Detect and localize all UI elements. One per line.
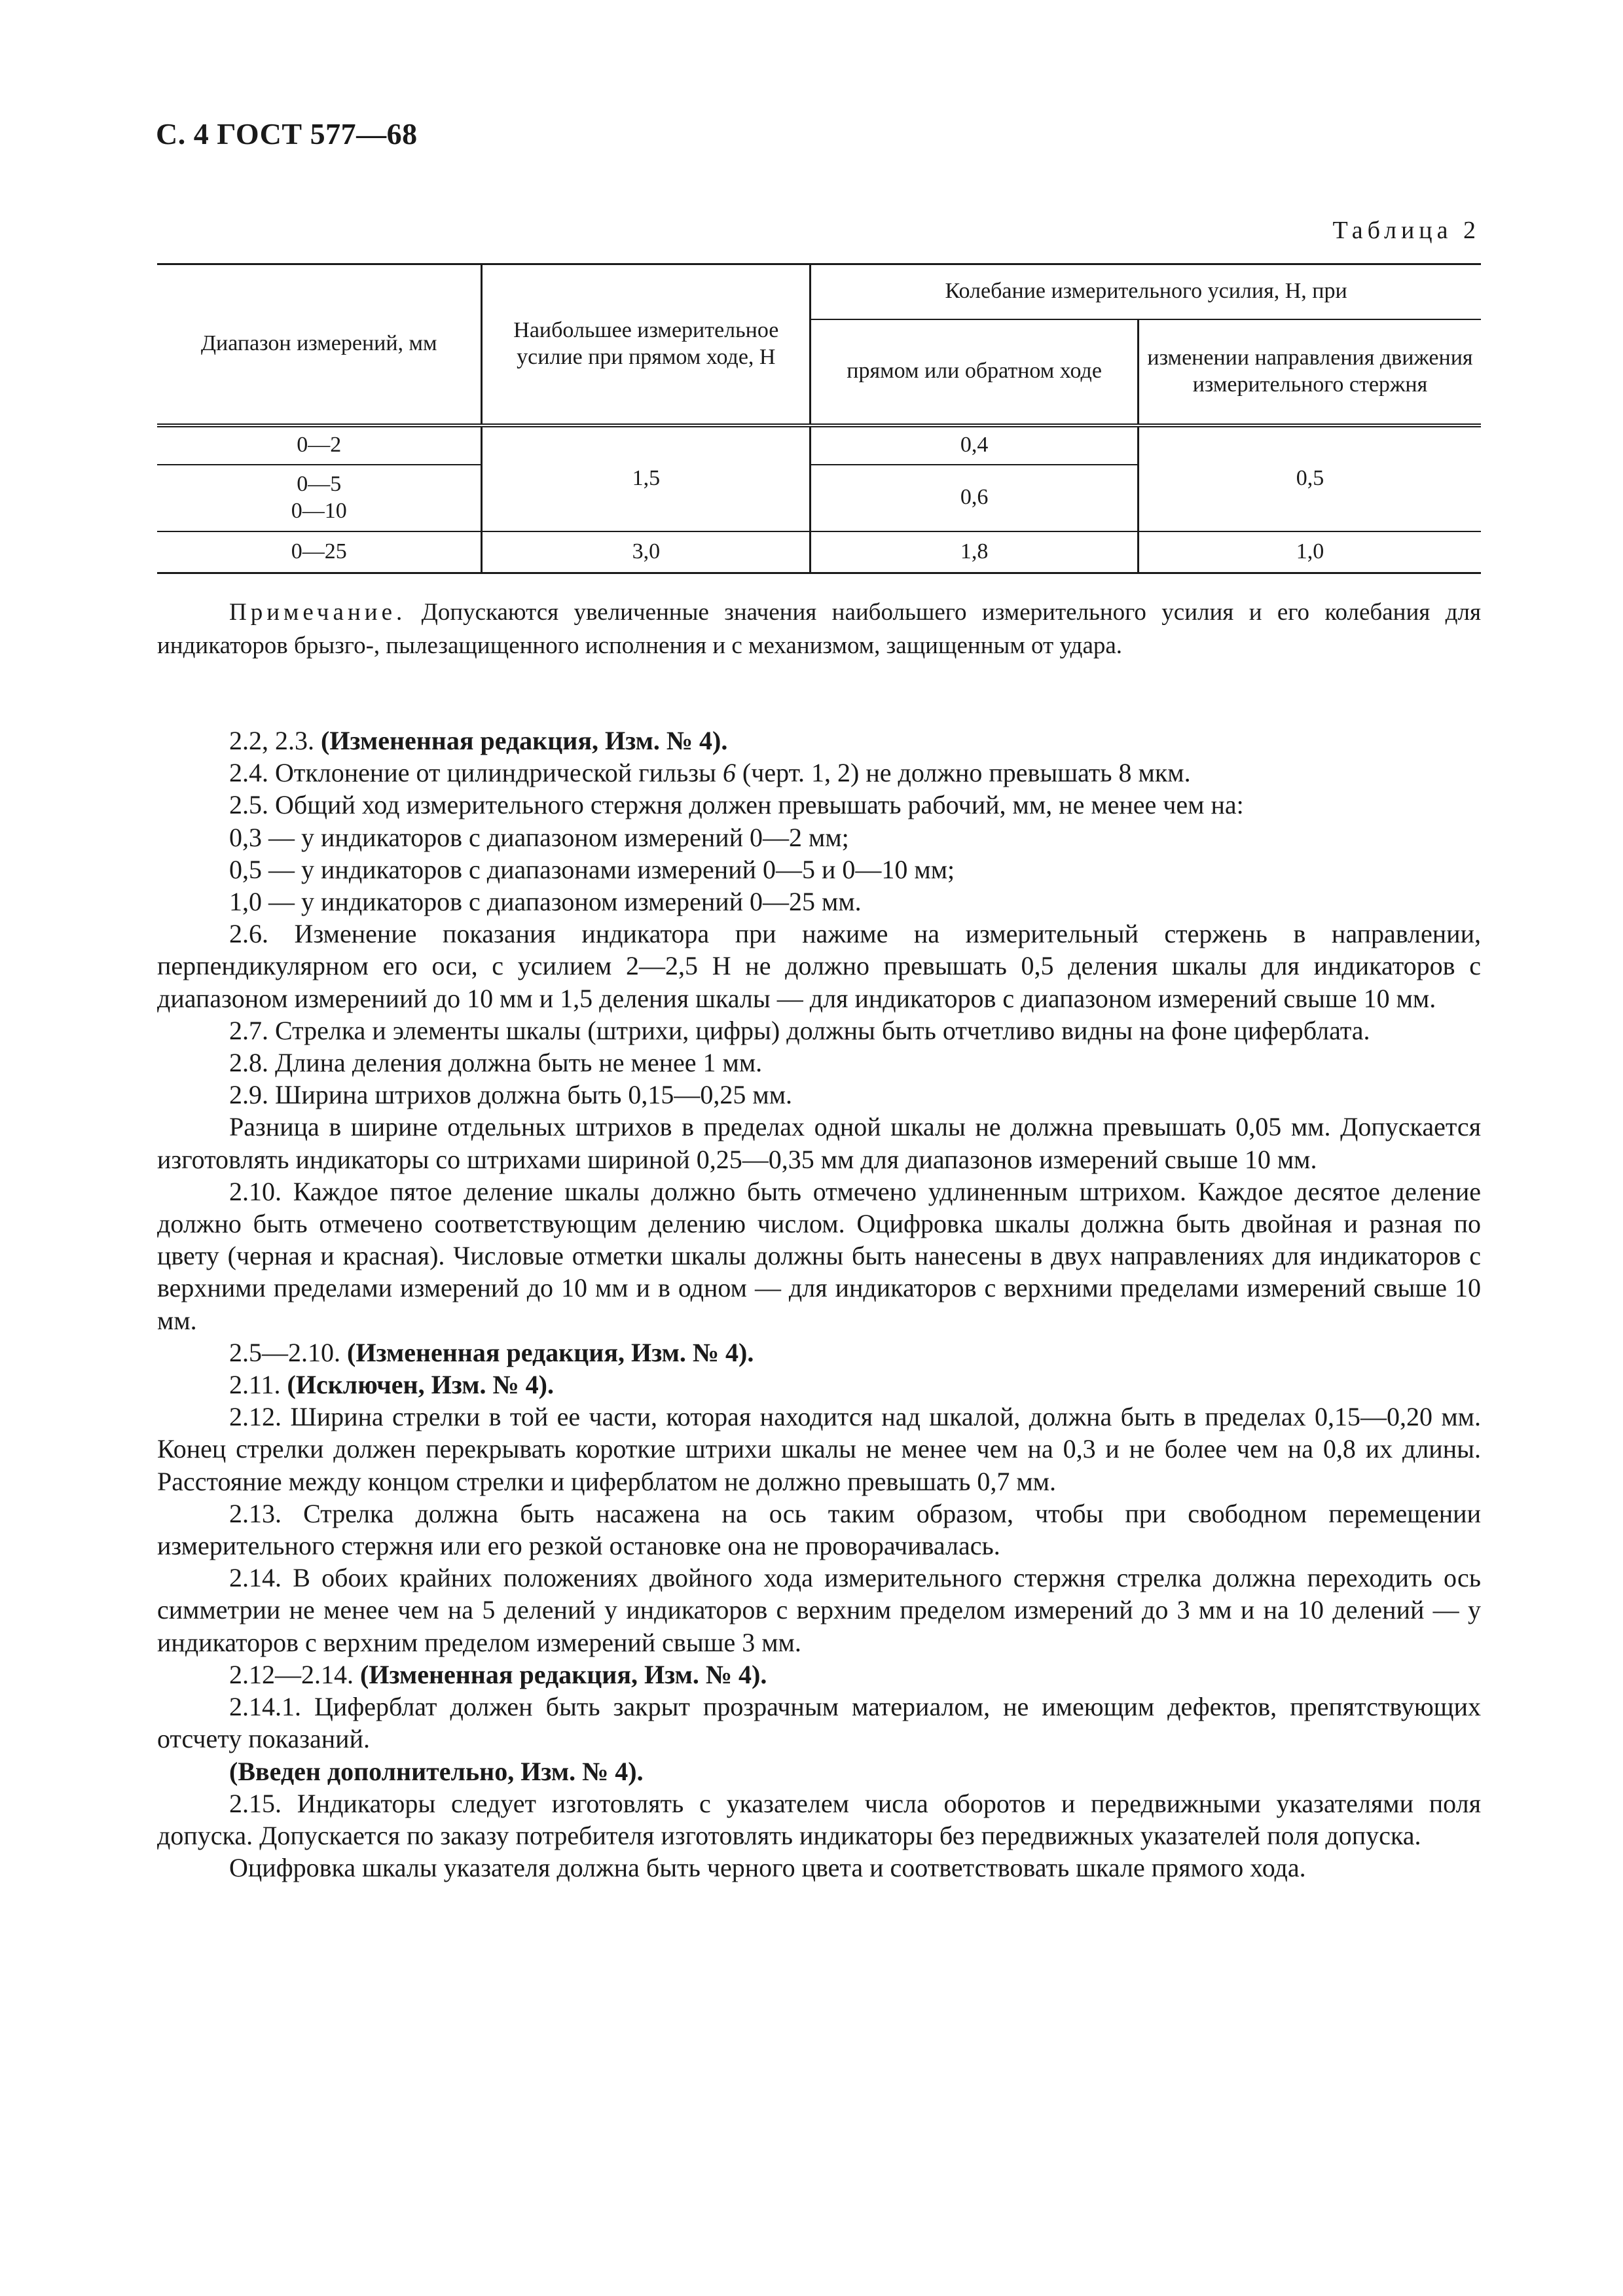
para-number: 2.12—2.14. xyxy=(229,1659,360,1689)
para-number: 2.2, 2.3. xyxy=(229,726,314,755)
amendment-note: (Введен дополнительно, Изм. № 4). xyxy=(229,1756,644,1786)
table-note xyxy=(157,596,1481,662)
header-variation: Колебание измерительного усилия, Н, при xyxy=(811,264,1481,319)
cell-max-force: 1,5 xyxy=(482,425,811,531)
paragraph xyxy=(157,725,1481,757)
cell-change: 1,0 xyxy=(1138,531,1481,573)
cell-direct: 0,6 xyxy=(811,465,1139,531)
paragraph xyxy=(157,1336,1481,1369)
paragraph: 2.10. Каждое пятое деление шкалы должно быть отмечено удлиненным штрихом. Каждое десятое деление должно быть отмечено соответствующим делению числом. Оцифровка шкалы должна быть двойная и разная по цвету (черная и красная). Числовые отметки шкалы должны быть нанесены в двух направлениях для индикаторов с верхними пределами измерений до 10 мм и в одном — для индикаторов с верхними пределами измерений свыше 10 мм. xyxy=(157,1176,1481,1335)
cell-range: 0—25 xyxy=(157,531,482,573)
paragraph xyxy=(157,1369,1481,1401)
header-range: Диапазон измерений, мм xyxy=(157,264,482,425)
cell-max-force: 3,0 xyxy=(482,531,811,573)
paragraph: Оцифровка шкалы указателя должна быть черного цвета и соответствовать шкале прямого хода. xyxy=(229,1853,1306,1883)
paragraph: 2.12. Ширина стрелки в той ее части, которая находится над шкалой, должна быть в пределах 0,15—0,20 мм. Конец стрелки должен перекрывать короткие штрихи шкалы не менее чем на 0,3 и не более чем на 0,8 их длины. Расстояние между концом стрелки и циферблатом не должно превышать 0,7 мм. xyxy=(157,1402,1481,1496)
paragraph: 2.15. Индикаторы следует изготовлять с указателем числа оборотов и передвижными указателями поля допуска. Допускается по заказу потребителя изготовлять индикаторы без передвижных указателей поля допуска. xyxy=(157,1788,1481,1850)
table-row xyxy=(157,531,1481,573)
cell-range: 0—2 xyxy=(157,425,482,465)
header-variation-change: изменении направления движения измерительного стержня xyxy=(1138,319,1481,425)
amendment-note: (Исключен, Изм. № 4). xyxy=(287,1370,554,1400)
body-text xyxy=(157,725,1481,1884)
list-item: 0,3 — у индикаторов с диапазоном измерений 0—2 мм; xyxy=(229,822,849,852)
cell-range-line2: 0—10 xyxy=(291,498,347,523)
amendment-note: (Измененная редакция, Изм. № 4). xyxy=(360,1659,767,1689)
list-item: 1,0 — у индикаторов с диапазоном измерений 0—25 мм. xyxy=(229,887,862,917)
page-header: С. 4 ГОСТ 577—68 xyxy=(156,117,418,151)
paragraph: 2.8. Длина деления должна быть не менее 1 мм. xyxy=(229,1048,763,1078)
note-text: Допускаются увеличенные значения наибольшего измерительного усилия и его колебания для индикаторов брызго-, пылезащищенного исполнения и с механизмом, защищенным от удара. xyxy=(157,599,1481,659)
header-max-force: Наибольшее измерительное усилие при прямом ходе, Н xyxy=(482,264,811,425)
paragraph: 2.6. Изменение показания индикатора при нажиме на измерительный стержень в направлении, перпендикулярном его оси, с усилием 2—2,5 Н не должно превышать 0,5 деления шкалы для индикаторов с диапазоном измерениий до 10 мм и 1,5 деления шкалы — для индикаторов с диапазоном измерений свыше 10 мм. xyxy=(157,919,1481,1013)
paragraph xyxy=(157,757,1481,789)
paragraph: 2.9. Ширина штрихов должна быть 0,15—0,25 мм. xyxy=(229,1080,793,1110)
cell-range xyxy=(157,465,482,531)
paragraph: 2.14. В обоих крайних положениях двойного хода измерительного стержня стрелка должна переходить ось симметрии не менее чем на 5 делений у индикаторов с верхним пределом измерений до 3 мм и на 10 делений — у индикаторов с верхним пределом измерений свыше 3 мм. xyxy=(157,1563,1481,1657)
note-label: Примечание. xyxy=(229,599,407,626)
paragraph xyxy=(157,1659,1481,1691)
table-row xyxy=(157,425,1481,465)
paragraph: 2.5. Общий ход измерительного стержня должен превышать рабочий, мм, не менее чем на: xyxy=(229,790,1244,820)
para-number: 2.5—2.10. xyxy=(229,1337,347,1367)
table-caption: Таблица 2 xyxy=(1332,217,1480,244)
paragraph: 2.14.1. Циферблат должен быть закрыт прозрачным материалом, не имеющим дефектов, препятствующих отсчету показаний. xyxy=(157,1692,1481,1754)
paragraph: Разница в ширине отдельных штрихов в пределах одной шкалы не должна превышать 0,05 мм. Допускается изготовлять индикаторы со штрихами шириной 0,25—0,35 мм для диапазонов измерений свыше 10 мм. xyxy=(157,1112,1481,1174)
list-item: 0,5 — у индикаторов с диапазонами измерений 0—5 и 0—10 мм; xyxy=(229,854,955,884)
cell-direct: 0,4 xyxy=(811,425,1139,465)
force-table xyxy=(157,263,1481,574)
paragraph: 2.7. Стрелка и элементы шкалы (штрихи, цифры) должны быть отчетливо видны на фоне циферблата. xyxy=(229,1015,1370,1045)
paragraph: 2.13. Стрелка должна быть насажена на ось таким образом, чтобы при свободном перемещении измерительного стержня или его резкой остановке она не проворачивалась. xyxy=(157,1498,1481,1561)
header-variation-direct: прямом или обратном ходе xyxy=(811,319,1139,425)
cell-change: 0,5 xyxy=(1138,425,1481,531)
paragraph xyxy=(157,1755,1481,1787)
para-text: 2.4. Отклонение от цилиндрической гильзы xyxy=(229,758,723,788)
amendment-note: (Измененная редакция, Изм. № 4). xyxy=(347,1337,754,1367)
cell-range-line1: 0—5 xyxy=(297,471,342,496)
amendment-note: (Измененная редакция, Изм. № 4). xyxy=(314,726,728,755)
cell-direct: 1,8 xyxy=(811,531,1139,573)
para-italic: 6 xyxy=(722,758,736,788)
para-text: (черт. 1, 2) не должно превышать 8 мкм. xyxy=(735,758,1191,788)
para-number: 2.11. xyxy=(229,1370,287,1400)
